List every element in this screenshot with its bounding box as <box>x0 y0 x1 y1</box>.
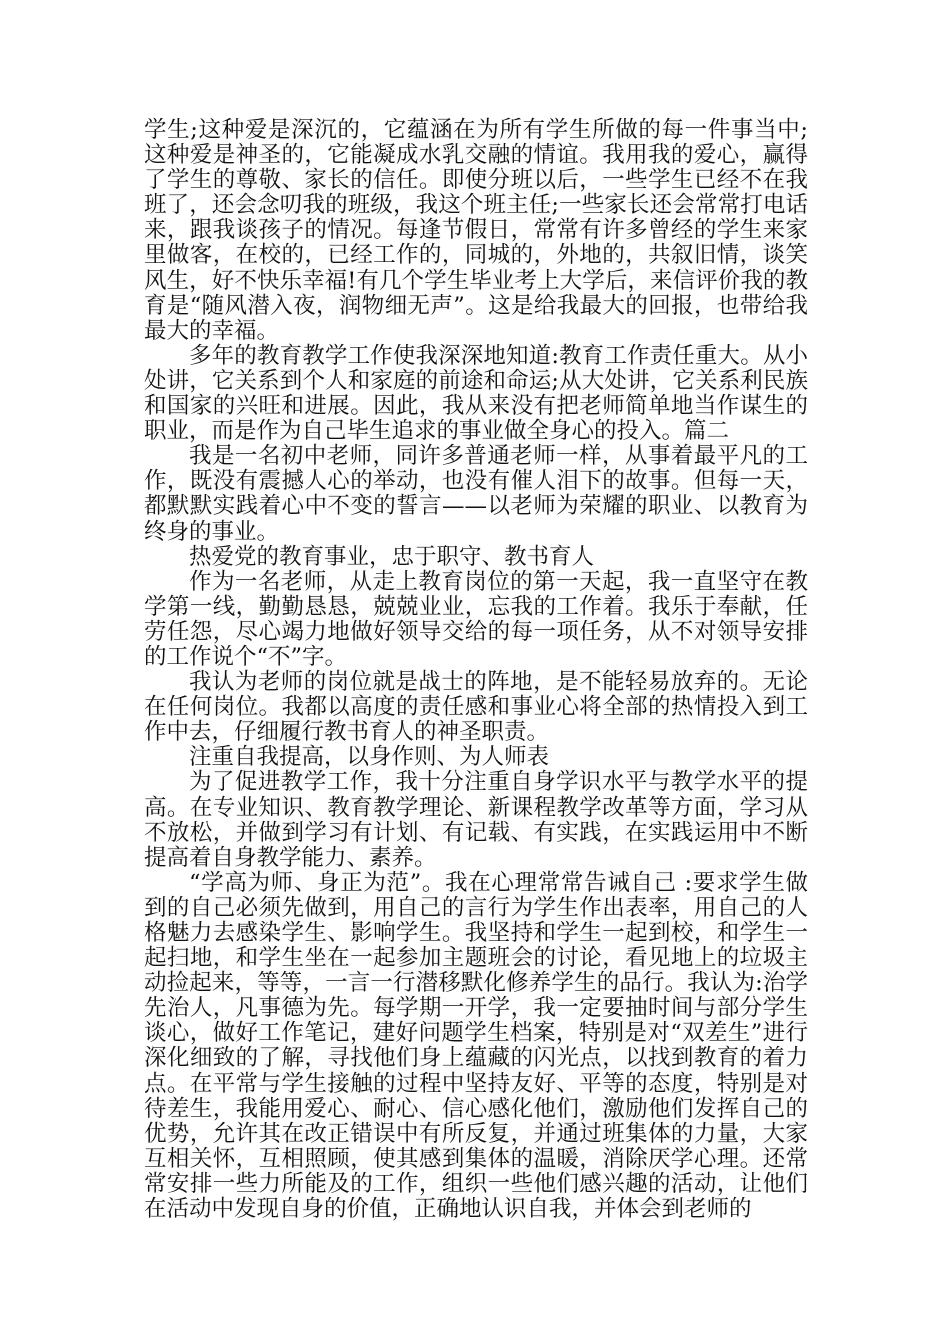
document-body <box>144 118 808 1222</box>
section-heading-2: 注重自我提高，以身作则、为人师表 <box>189 744 550 771</box>
paragraph-1: 学生;这种爱是深沉的，它蕴涵在为所有学生所做的每一件事当中;这种爱是神圣的，它能凝成水乳交融的情谊。我用我的爱心，赢得了学生的尊敬、家长的信任。即使分班以后，一些学生已经不在我班了，还会念叨我的班级，我这个班主任;一些家长还会常常打电话来，跟我谈孩子的情况。每逢节假日，常常有许多曾经的学生来家里做客，在校的，已经工作的，同城的，外地的，共叙旧情，谈笑风生，好不快乐幸福!有几个学生毕业考上大学后，来信评价我的教育是“随风潜入夜，润物细无声”。这是给我最大的回报，也带给我最大的幸福。 <box>144 117 808 344</box>
paragraph-4: 作为一名老师，从走上教育岗位的第一天起，我一直坚守在教学第一线，勤勤恳恳，兢兢业业，忘我的工作着。我乐于奉献，任劳任怨，尽心竭力地做好领导交给的每一项任务，从不对领导安排的工作说个“不”字。 <box>144 568 808 670</box>
paragraph-5: 我认为老师的岗位就是战士的阵地，是不能轻易放弃的。无论在任何岗位。我都以高度的责任感和事业心将全部的热情投入到工作中去，仔细履行教书育人的神圣职责。 <box>144 669 808 746</box>
section-heading-1: 热爱党的教育事业，忠于职守、教书育人 <box>189 543 595 570</box>
paragraph-2: 多年的教育教学工作使我深深地知道:教育工作责任重大。从小处讲，它关系到个人和家庭的前途和命运;从大处讲，它关系利民族和国家的兴旺和进展。因此，我从来没有把老师简单地当作谋生的职业，而是作为自己毕生追求的事业做全身心的投入。篇二 <box>144 342 808 445</box>
paragraph-3: 我是一名初中老师，同许多普通老师一样，从事着最平凡的工作，既没有震撼人心的举动，也没有催人泪下的故事。但每一天，都默默实践着心中不变的誓言——以老师为荣耀的职业、以教育为终身的事业。 <box>144 443 808 545</box>
paragraph-7: “学高为师、身正为范”。我在心理常常告诫自己 :要求学生做到的自己必须先做到，用自己的言行为学生作出表率，用自己的人格魅力去感染学生、影响学生。我坚持和学生一起到校，和学生一起扫地，和学生坐在一起参加主题班会的讨论，看见地上的垃圾主动捡起来，等等，一言一行潜移默化修养学生的品行。我认为:治学先治人，凡事德为先。每学期一开学，我一定要抽时间与部分学生谈心，做好工作笔记，建好问题学生档案，特别是对“双差生”进行深化细致的了解，寻找他们身上蕴藏的闪光点，以找到教育的着力点。在平常与学生接触的过程中坚持友好、平等的态度，特别是对待差生，我能用爱心、耐心、信心感化他们，激励他们发挥自己的优势，允许其在改正错误中有所反复，并通过班集体的力量，大家互相关怀，互相照顾，使其感到集体的温暖，消除厌学心理。还常常安排一些力所能及的工作，组织一些他们感兴趣的活动，让他们在活动中发现自身的价值，正确地认识自我，并体会到老师的 <box>144 869 808 1223</box>
paragraph-6: 为了促进教学工作，我十分注重自身学识水平与教学水平的提高。在专业知识、教育教学理论、新课程教学改革等方面，学习从不放松，并做到学习有计划、有记载、有实践，在实践运用中不断提高着自身教学能力、素养。 <box>144 769 808 871</box>
